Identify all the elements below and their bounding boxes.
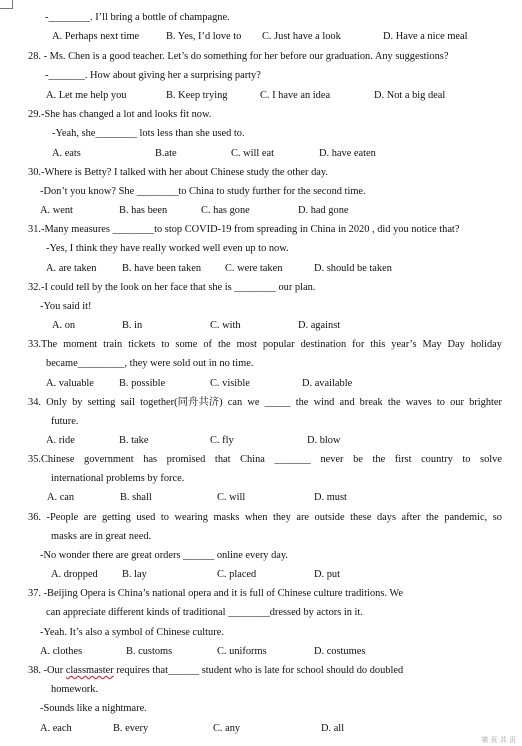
question-line-continued: -Yeah, she________ lots less than she used to. — [52, 128, 245, 139]
question-line: 31.-Many measures ________to stop COVID-19 from spreading in China in 2020 , did you notice that? — [28, 224, 460, 235]
answer-option: B. Keep trying — [166, 90, 228, 101]
answer-option: C. I have an idea — [260, 90, 331, 101]
answer-option: B. in — [122, 320, 143, 331]
answer-option: A. valuable — [46, 378, 94, 389]
question-line: 36. -People are getting used to wearing masks when they are outside these days after the pandemic, so — [28, 512, 502, 523]
question-line: 38. -Our classmaster requires that______ student who is late for school should do doubled — [28, 665, 404, 676]
question-line: 30.-Where is Betty? I talked with her about Chinese study the other day. — [28, 167, 328, 178]
question-line: -________. I’ll bring a bottle of champagne. — [45, 12, 230, 23]
question-line-continued: international problems by force. — [51, 473, 185, 484]
answer-option: C. will — [217, 492, 246, 503]
answer-option: C. visible — [210, 378, 250, 389]
question-line-continued: -Yeah. It’s also a symbol of Chinese culture. — [40, 627, 224, 638]
answer-option: C. Just have a look — [262, 31, 341, 42]
answer-option: C. uniforms — [217, 646, 267, 657]
answer-option: A. Let me help you — [46, 90, 127, 101]
answer-option: D. must — [314, 492, 347, 503]
question-line-continued: homework. — [51, 684, 99, 695]
answer-option: D. should be taken — [314, 263, 392, 274]
spellcheck-underline: classmaster — [65, 665, 114, 676]
answer-option: A. are taken — [46, 263, 97, 274]
answer-option: A. dropped — [51, 569, 98, 580]
answer-option: C. with — [210, 320, 241, 331]
question-line: 32.-I could tell by the look on her face that she is ________ our plan. — [28, 282, 316, 293]
question-line: 35.Chinese government has promised that China _______ never be the first country to solve — [28, 454, 502, 465]
answer-option: D. all — [321, 723, 345, 734]
answer-option: D. against — [298, 320, 341, 331]
answer-option: B. lay — [122, 569, 147, 580]
question-line-continued: -Don’t you know? She ________to China to study further for the second time. — [40, 186, 366, 197]
answer-option: C. will eat — [231, 148, 274, 159]
answer-option: B. shall — [120, 492, 152, 503]
answer-option: A. went — [40, 205, 73, 216]
answer-option: B. possible — [119, 378, 166, 389]
answer-option: C. has gone — [201, 205, 250, 216]
page-corner-mark — [0, 0, 13, 9]
question-line-continued: -Sounds like a nightmare. — [40, 703, 147, 714]
answer-option: A. ride — [46, 435, 75, 446]
question-line: 29.-She has changed a lot and looks fit now. — [28, 109, 212, 120]
answer-option: B.ate — [155, 148, 177, 159]
answer-option: B. have been taken — [122, 263, 202, 274]
question-line-continued: masks are in great need. — [51, 531, 152, 542]
answer-option: D. blow — [307, 435, 341, 446]
answer-option: D. Not a big deal — [374, 90, 446, 101]
answer-option: D. have eaten — [319, 148, 376, 159]
answer-option: D. had gone — [298, 205, 349, 216]
question-line: 33.The moment train tickets to some of the most popular destination for this year’s May Day holiday — [28, 339, 502, 350]
answer-option: D. Have a nice meal — [383, 31, 468, 42]
answer-option: D. put — [314, 569, 340, 580]
answer-option: A. Perhaps next time — [52, 31, 140, 42]
answer-option: A. eats — [52, 148, 81, 159]
question-line: 34. Only by setting sail together(同舟共济) can we _____ the wind and break the waves to our brighter — [28, 397, 502, 408]
answer-option: B. customs — [126, 646, 173, 657]
answer-option: C. fly — [210, 435, 234, 446]
answer-option: B. every — [113, 723, 149, 734]
question-line-continued: future. — [51, 416, 79, 427]
question-line-continued: -You said it! — [40, 301, 92, 312]
answer-option: C. placed — [217, 569, 257, 580]
answer-option: D. available — [302, 378, 353, 389]
answer-option: A. clothes — [40, 646, 83, 657]
answer-option: A. can — [47, 492, 75, 503]
answer-option: B. Yes, I’d love to — [166, 31, 242, 42]
answer-option: C. were taken — [225, 263, 283, 274]
answer-option: A. on — [52, 320, 76, 331]
question-line: 37. -Beijing Opera is China’s national opera and it is full of Chinese culture traditions. We — [28, 588, 403, 599]
answer-option: B. has been — [119, 205, 168, 216]
answer-option: D. costumes — [314, 646, 366, 657]
question-line-continued: became_________, they were sold out in no time. — [46, 358, 254, 369]
question-line: 28. - Ms. Chen is a good teacher. Let’s do something for her before our graduation. Any suggestions? — [28, 51, 449, 62]
question-line-continued: can appreciate different kinds of traditional ________dressed by actors in it. — [46, 607, 363, 618]
question-line-continued: -Yes, I think they have really worked well even up to now. — [46, 243, 289, 254]
answer-option: C. any — [213, 723, 241, 734]
question-line-continued: -No wonder there are great orders ______ online every day. — [40, 550, 289, 561]
answer-option: A. each — [40, 723, 72, 734]
question-line-continued: -_______. How about giving her a surprising party? — [45, 70, 261, 81]
answer-option: B. take — [119, 435, 149, 446]
page-footer: 第 页 共 页 — [481, 736, 516, 744]
